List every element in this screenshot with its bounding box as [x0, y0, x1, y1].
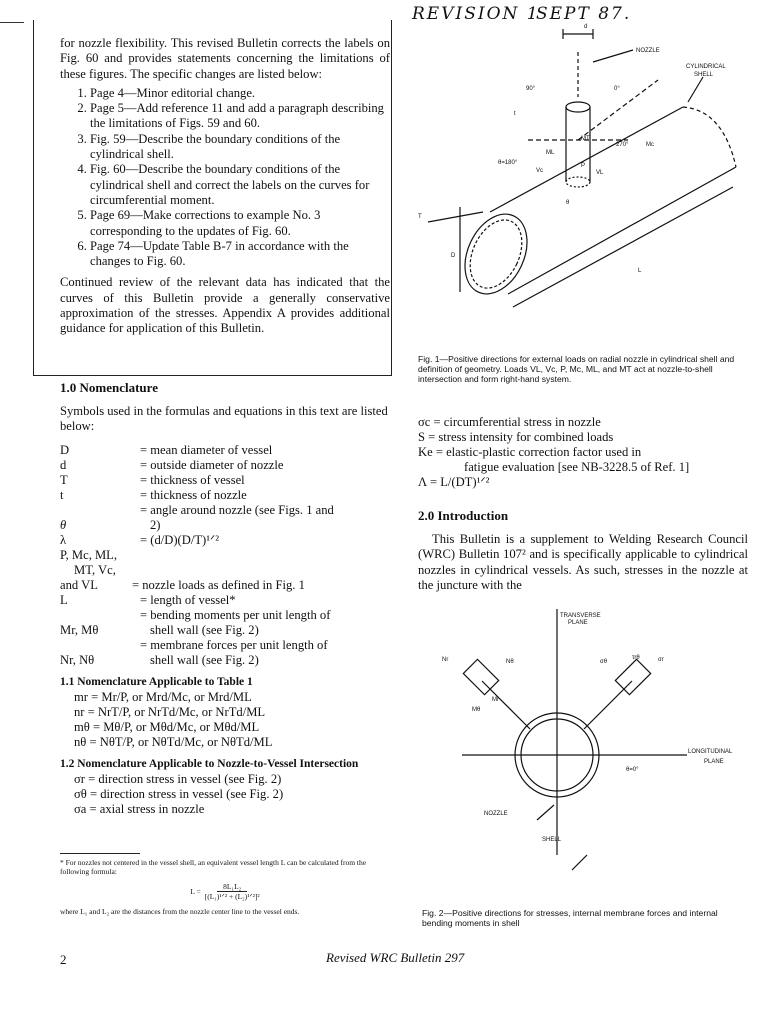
symbol-row — [60, 563, 390, 578]
symbol: L — [60, 592, 68, 607]
symbol: Mr, Mθ — [60, 622, 99, 637]
fig1-Mc-label: Mc — [646, 142, 654, 148]
definition — [140, 548, 390, 563]
formula-fraction — [205, 882, 260, 901]
figure-1-diagram — [418, 22, 748, 352]
symbol-row — [60, 473, 390, 488]
symbol-row — [60, 623, 390, 638]
symbol: t — [60, 487, 64, 502]
fig2-sigma-r-label: σr — [658, 657, 664, 663]
symbol: d — [60, 457, 67, 472]
footnote-rule — [60, 853, 140, 854]
definition-line: S = stress intensity for combined loads — [418, 430, 614, 444]
revision-box-content — [60, 36, 390, 337]
subsection-heading: 1.1 Nomenclature Applicable to Table 1 — [60, 675, 253, 688]
footnote-text: * For nozzles not centered in the vessel shell, an equivalent vessel length L can be calculated from the following formula: — [60, 858, 367, 876]
fig2-Nr-label: Nr — [442, 657, 449, 663]
fig1-Vc-label: Vc — [536, 168, 544, 174]
fig2-longitudinal-label: LONGITUDINAL — [688, 749, 733, 755]
symbol: T — [60, 472, 68, 487]
definition: shell wall (see Fig. 2) — [150, 652, 259, 667]
change-item: 6. Page 74—Update Table B-7 in accordance with the changes to Fig. 60. — [90, 239, 390, 270]
definition-line: σc = circumferential stress in nozzle — [418, 415, 601, 429]
change-item: 3. Fig. 59—Describe the boundary conditions of the cylindrical shell. — [90, 132, 390, 163]
symbol-row — [60, 638, 390, 653]
definition: = membrane forces per unit length of — [140, 637, 328, 652]
fig1-angle-90: 90° — [526, 86, 536, 92]
fig1-angle-0: 0° — [614, 86, 620, 92]
fig1-theta-label: θ — [566, 200, 570, 206]
symbol-row — [60, 593, 390, 608]
fig1-L-label: L — [638, 268, 642, 274]
section-heading: 2.0 Introduction — [418, 508, 509, 523]
symbol-row — [60, 458, 390, 473]
nomenclature-line: nθ = NθT/P, or NθTd/Mc, or NθTd/ML — [74, 734, 273, 749]
symbol: θ — [60, 517, 67, 532]
symbol — [60, 503, 140, 518]
symbol — [60, 638, 140, 653]
revision-intro: for nozzle flexibility. This revised Bulletin corrects the labels on Fig. 60 and provides statements concerning the limitations of these figures. The specific changes are listed below: — [60, 36, 390, 81]
figure-1-caption: Fig. 1—Positive directions for external loads on radial nozzle in cylindrical shell and definition of geometry. Loads VL, Vc, P, Mc, ML, and MT act at nozzle-to-shell intersection and form right-hand system. — [418, 354, 735, 384]
nomenclature-line: σθ = direction stress in vessel (see Fig. 2) — [74, 786, 284, 801]
fig2-tau-label: τrθ — [632, 655, 640, 661]
fig1-P-label: P — [581, 163, 586, 169]
symbol-row — [60, 443, 390, 458]
definition: = (d/D)(D/T)¹ᐟ² — [140, 532, 220, 547]
fig1-d-label: d — [584, 24, 588, 30]
intersection-nomenclature-list — [60, 772, 390, 817]
fig1-VL-label: VL — [596, 170, 604, 176]
change-item: 4. Fig. 60—Describe the boundary conditions of the cylindrical shell and correct the labels on the curves for circumferential moment. — [90, 162, 390, 208]
page-number: 2 — [60, 952, 67, 967]
fig1-shell-label-2: SHELL — [694, 72, 714, 78]
fig2-Ntheta-label: Nθ — [506, 659, 514, 665]
symbol-row — [60, 503, 390, 518]
footnote-formula — [60, 882, 390, 901]
section-heading: 1.0 Nomenclature — [60, 380, 158, 395]
handwritten-date: SEPT 87. — [536, 4, 632, 24]
table1-nomenclature-list — [60, 690, 390, 750]
symbol-row — [60, 488, 390, 503]
fig1-T-label: T — [418, 214, 422, 220]
symbol-row — [60, 533, 390, 548]
running-footer: Revised WRC Bulletin 297 — [326, 950, 465, 965]
footnote-text-2: where L₁ and L₂ are the distances from the nozzle center line to the vessel ends. — [60, 907, 300, 916]
definition: = mean diameter of vessel — [140, 442, 273, 457]
fig2-shell-label: SHELL — [542, 837, 562, 843]
subsection-heading: 1.2 Nomenclature Applicable to Nozzle-to-Vessel Intersection — [60, 757, 359, 770]
formula-numerator: 8L₁L₂ — [217, 882, 247, 892]
footnote — [60, 858, 390, 916]
changes-list — [60, 86, 390, 270]
fig1-nozzle-label: NOZZLE — [636, 48, 660, 54]
symbol-row — [60, 548, 390, 563]
definition-line: Λ = L/(DT)¹ᐟ² — [418, 475, 490, 489]
fig2-transverse-label-2: PLANE — [568, 620, 588, 626]
fig1-angle-180: θ=180° — [498, 160, 518, 166]
symbol — [60, 608, 140, 623]
definition: = nozzle loads as defined in Fig. 1 — [132, 577, 305, 592]
definition-line: Ke = elastic-plastic correction factor used in — [418, 445, 642, 459]
handwritten-revision: REVISION 1 — [412, 4, 540, 24]
symbol-row — [60, 608, 390, 623]
nomenclature-line: mθ = Mθ/P, or Mθd/Mc, or Mθd/ML — [74, 719, 260, 734]
symbol: P, Mc, ML, — [60, 547, 118, 562]
nomenclature-section — [60, 380, 390, 817]
formula-denominator: [(L₁)¹ᐟ² + (L₂)¹ᐟ²]² — [204, 892, 260, 901]
definition: = thickness of nozzle — [140, 487, 247, 502]
fig2-sigma-theta-label: σθ — [600, 659, 608, 665]
symbol: and VL — [60, 577, 98, 592]
fig2-transverse-label: TRANSVERSE — [560, 613, 601, 619]
definition: = outside diameter of nozzle — [140, 457, 284, 472]
definition: 2) — [150, 517, 161, 532]
symbol-table — [60, 443, 390, 668]
symbol-row — [60, 578, 390, 593]
fig2-Mtheta-label: Mθ — [472, 707, 481, 713]
introduction-section — [418, 508, 748, 593]
symbol: MT, Vc, — [74, 562, 116, 577]
symbol: Nr, Nθ — [60, 652, 95, 667]
nomenclature-line: nr = NrT/P, or NrTd/Mc, or NrTd/ML — [74, 704, 266, 719]
figure-2-diagram — [422, 605, 748, 905]
nomenclature-line: σa = axial stress in nozzle — [74, 801, 205, 816]
revision-closing: Continued review of the relevant data has indicated that the curves of this Bulletin provide a generally conservative approximation of the stresses. Appendix A provides additional guidance for application of this Bulletin. — [60, 275, 390, 336]
change-item: 5. Page 69—Make corrections to example No. 3 corresponding to the updates of Fig. 60. — [90, 208, 390, 239]
fig1-D-label: D — [451, 253, 456, 259]
fig1-ML-label: ML — [546, 150, 555, 156]
definition-line: fatigue evaluation [see NB-3228.5 of Ref. 1] — [464, 460, 690, 474]
fig1-MT-label: MT — [581, 136, 590, 142]
nomenclature-line: σr = direction stress in vessel (see Fig. 2) — [74, 771, 282, 786]
definition: = bending moments per unit length of — [140, 607, 331, 622]
symbol: λ — [60, 532, 67, 547]
definition: = thickness of vessel — [140, 472, 245, 487]
formula-lhs: L = — [190, 887, 201, 896]
scan-mark — [0, 22, 24, 23]
fig1-t-label: t — [514, 111, 516, 117]
additional-definitions — [418, 415, 748, 490]
fig1-angle-270: 270° — [616, 142, 629, 148]
symbol: D — [60, 442, 70, 457]
definition — [154, 563, 390, 578]
definition: shell wall (see Fig. 2) — [150, 622, 259, 637]
figure-2-caption: Fig. 2—Positive directions for stresses, internal membrane forces and internal bending moments in shell — [422, 908, 718, 928]
fig1-shell-label: CYLINDRICAL — [686, 64, 726, 70]
introduction-text: This Bulletin is a supplement to Welding Research Council (WRC) Bulletin 107² and is specifically applicable to cylindrical nozzles in cylindrical vessels. As such, stresses in the nozzle at the juncture with the — [418, 532, 748, 592]
symbol-row — [60, 653, 390, 668]
fig2-longitudinal-label-2: PLANE — [704, 759, 724, 765]
symbol-row — [60, 518, 390, 533]
fig2-Mr-label: Mr — [492, 697, 499, 703]
fig2-nozzle-label: NOZZLE — [484, 811, 508, 817]
change-item: 1. Page 4—Minor editorial change. — [90, 86, 390, 101]
definition: = length of vessel* — [140, 592, 236, 607]
change-item: 2. Page 5—Add reference 11 and add a paragraph describing the limitations of Figs. 59 and 60. — [90, 101, 390, 132]
fig2-theta-zero: θ=0° — [626, 767, 639, 773]
definition: = angle around nozzle (see Figs. 1 and — [140, 502, 334, 517]
nomenclature-line: mr = Mr/P, or Mrd/Mc, or Mrd/ML — [74, 689, 252, 704]
nomenclature-intro: Symbols used in the formulas and equations in this text are listed below: — [60, 404, 388, 434]
